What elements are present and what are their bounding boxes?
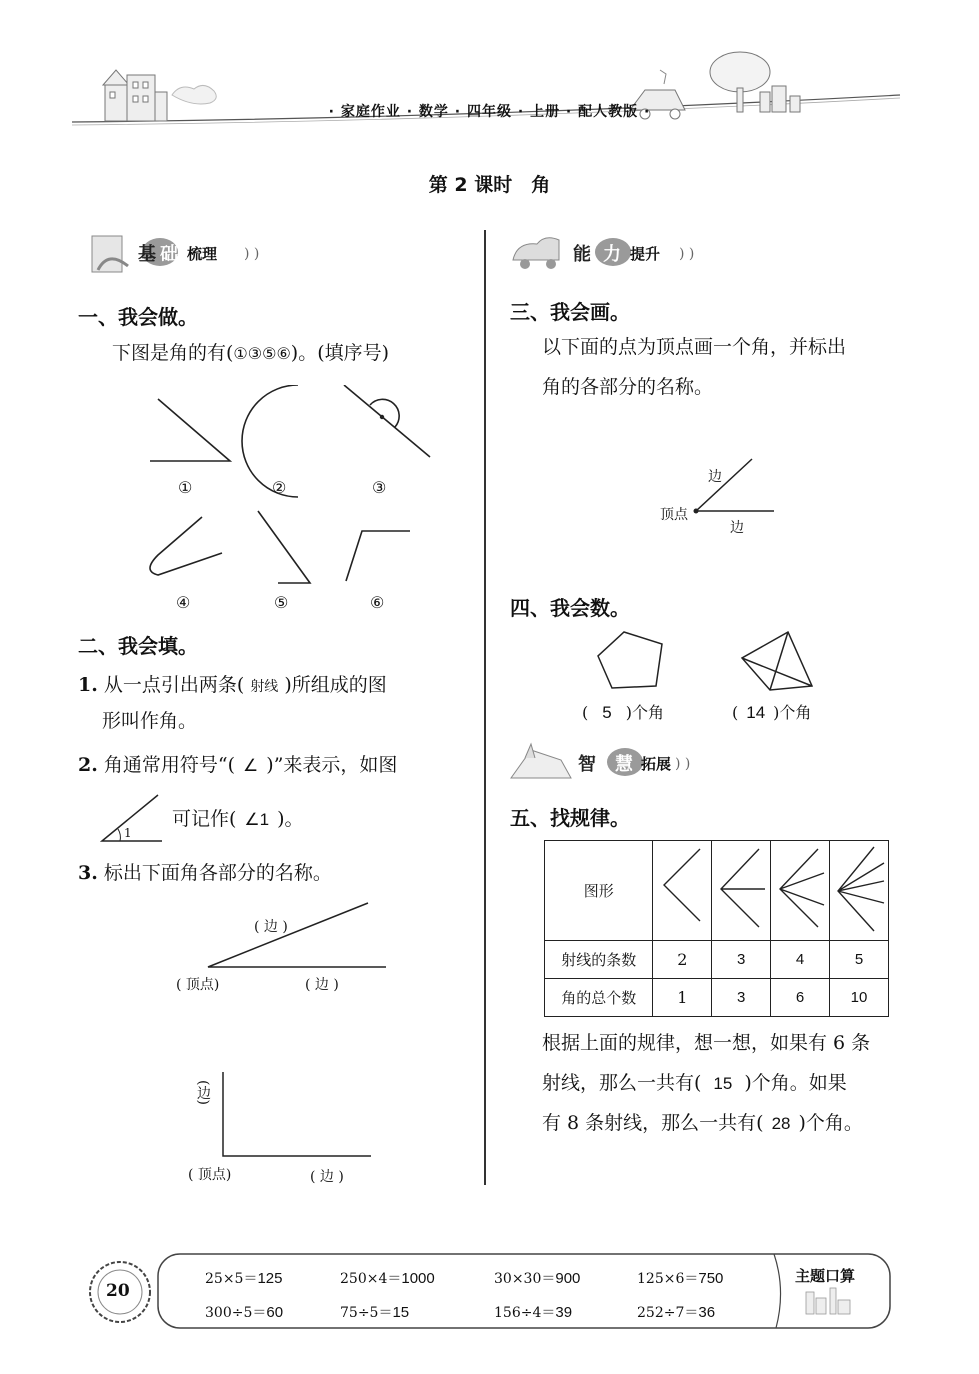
s5-shape-2 bbox=[712, 841, 771, 941]
wisdom-banner-decoration bbox=[505, 738, 705, 788]
s3-vertex: 顶点 bbox=[660, 507, 688, 523]
s1-heading: 一、我会做。 bbox=[78, 305, 198, 329]
s2-q3-figure-1 bbox=[200, 895, 390, 975]
s5-row-angles bbox=[545, 979, 889, 1017]
column-divider bbox=[484, 230, 486, 1185]
s5-table bbox=[544, 840, 889, 1017]
s2-q1-a: 从一点引出两条( bbox=[103, 674, 245, 696]
s5-p3-ans: 28 bbox=[771, 1114, 791, 1133]
s5-rays-1: 2 bbox=[653, 941, 712, 979]
s2-q2-figure bbox=[100, 793, 164, 845]
s5-p3-b: )个角。 bbox=[798, 1112, 863, 1134]
calc-5-a: 60 bbox=[266, 1304, 284, 1321]
s2-q2-a: 角通常用符号“( bbox=[103, 754, 236, 776]
s2-q2-ans: ∠ bbox=[243, 756, 259, 775]
s5-p3 bbox=[542, 1108, 863, 1139]
s2-q2-c-line bbox=[172, 804, 304, 835]
s5-row-shapes bbox=[545, 841, 889, 941]
banner-wisdom-1: 智 bbox=[578, 754, 596, 775]
calc-5-q: 300÷5＝ bbox=[205, 1305, 267, 1321]
s1-label-1: ① bbox=[178, 478, 193, 497]
s5-rays-4: 5 bbox=[830, 941, 889, 979]
s2-heading: 二、我会填。 bbox=[78, 634, 198, 658]
calc-1-q: 25×5＝ bbox=[205, 1271, 258, 1287]
s2-fig2-side-a: (边) bbox=[195, 1080, 211, 1105]
s3-line2: 角的各部分的名称。 bbox=[542, 376, 714, 398]
s1-label-4: ④ bbox=[176, 593, 191, 612]
s2-q1-c: 形叫作角。 bbox=[102, 710, 198, 732]
banner-ability-2: 力 bbox=[603, 244, 621, 265]
banner-wisdom-3: 拓展 bbox=[641, 755, 672, 773]
banner-ability-1: 能 bbox=[573, 244, 591, 265]
s1-label-6: ⑥ bbox=[370, 593, 385, 612]
banner-ability-3: 提升 bbox=[630, 245, 661, 263]
banner-basic-2: 础 bbox=[160, 244, 178, 265]
footer-label: 主题口算 bbox=[795, 1267, 856, 1285]
banner-basic-3: 梳理 bbox=[187, 245, 218, 263]
calc-7-a: 39 bbox=[555, 1304, 573, 1321]
banner-basic-1: 基 bbox=[138, 244, 156, 265]
s2-q2-num: 2. bbox=[78, 754, 98, 776]
s5-label-rays: 射线的条数 bbox=[545, 941, 653, 979]
s2-q1-ans: 射线 bbox=[250, 679, 279, 695]
calc-3 bbox=[494, 1268, 580, 1288]
s1-prompt-b: )。(填序号) bbox=[290, 342, 390, 364]
s4-a-ans: 5 bbox=[602, 703, 612, 722]
calc-6-a: 15 bbox=[392, 1304, 410, 1321]
svg-text:) ): ) ) bbox=[679, 246, 695, 262]
s5-angles-4: 10 bbox=[830, 979, 889, 1017]
s5-angles-3: 6 bbox=[771, 979, 830, 1017]
calc-4-a: 750 bbox=[698, 1270, 724, 1287]
calc-6 bbox=[340, 1302, 409, 1322]
s5-heading: 五、找规律。 bbox=[510, 806, 630, 830]
s2-q2-ans2: ∠1 bbox=[244, 810, 270, 829]
s5-rays-2: 3 bbox=[712, 941, 771, 979]
s4-a bbox=[582, 700, 664, 723]
calc-8-a: 36 bbox=[698, 1304, 716, 1321]
s5-p1: 根据上面的规律，想一想，如果有 6 条 bbox=[542, 1032, 871, 1054]
calc-1-a: 125 bbox=[257, 1270, 283, 1287]
s5-p2 bbox=[542, 1068, 847, 1099]
s5-shape-4 bbox=[830, 841, 889, 941]
calc-7-q: 156÷4＝ bbox=[494, 1305, 556, 1321]
s2-q3-figure-2 bbox=[215, 1070, 375, 1160]
s4-b bbox=[732, 700, 811, 723]
s4-a-close: )个角 bbox=[625, 703, 664, 722]
s2-q1-num: 1. bbox=[78, 674, 98, 696]
s2-q2-b: )”来表示，如图 bbox=[266, 754, 398, 776]
s2-q3 bbox=[78, 858, 332, 888]
s2-q1-b: )所组成的图 bbox=[284, 674, 387, 696]
s4-a-open: ( bbox=[582, 703, 589, 722]
s2-q2-c: 可记作( bbox=[172, 808, 237, 830]
calc-7 bbox=[494, 1302, 572, 1322]
s3-line1: 以下面的点为顶点画一个角，并标出 bbox=[542, 336, 847, 358]
basic-banner-decoration bbox=[88, 230, 268, 278]
s2-fig2-vertex: ( 顶点) bbox=[188, 1167, 232, 1183]
s2-fig1-side-b: ( 边 ) bbox=[305, 977, 339, 993]
s2-q2-fig-label: 1 bbox=[124, 826, 132, 840]
s4-figures bbox=[590, 628, 830, 694]
s2-fig2-side-b: ( 边 ) bbox=[310, 1169, 344, 1185]
svg-text:) ): ) ) bbox=[244, 246, 260, 262]
s4-b-ans: 14 bbox=[746, 703, 766, 722]
s5-p2-ans: 15 bbox=[713, 1074, 733, 1093]
calc-4-q: 125×6＝ bbox=[637, 1271, 699, 1287]
s4-b-close: )个角 bbox=[773, 703, 812, 722]
s5-row-rays bbox=[545, 941, 889, 979]
calc-2-a: 1000 bbox=[401, 1270, 435, 1287]
s2-q3-num: 3. bbox=[78, 862, 98, 884]
s1-prompt bbox=[112, 338, 389, 369]
s2-fig1-side-a: ( 边 ) bbox=[254, 919, 288, 935]
s5-p2-a: 射线，那么一共有( bbox=[542, 1072, 702, 1094]
calc-1 bbox=[205, 1268, 282, 1288]
s3-side-top: 边 bbox=[708, 469, 722, 485]
calc-5 bbox=[205, 1302, 283, 1322]
s3-side-bottom: 边 bbox=[730, 520, 744, 536]
s2-q2-d: )。 bbox=[277, 808, 304, 830]
series-title: · 家庭作业 · 数学 · 四年级 · 上册 · 配人教版 · bbox=[328, 104, 651, 120]
s1-label-2: ② bbox=[272, 478, 287, 497]
calc-6-q: 75÷5＝ bbox=[340, 1305, 393, 1321]
calc-3-q: 30×30＝ bbox=[494, 1271, 556, 1287]
s3-figure bbox=[690, 455, 780, 521]
calc-2-q: 250×4＝ bbox=[340, 1271, 402, 1287]
calc-3-a: 900 bbox=[555, 1270, 581, 1287]
s2-fig1-vertex: ( 顶点) bbox=[176, 977, 220, 993]
calc-8-q: 252÷7＝ bbox=[637, 1305, 699, 1321]
page-number: 20 bbox=[106, 1281, 130, 1301]
s1-answer: ①③⑤⑥ bbox=[233, 344, 291, 363]
calc-2 bbox=[340, 1268, 435, 1288]
s5-p3-a: 有 8 条射线，那么一共有( bbox=[542, 1112, 764, 1134]
s5-angles-1: 1 bbox=[653, 979, 712, 1017]
s5-label-angles: 角的总个数 bbox=[545, 979, 653, 1017]
s5-rays-3: 4 bbox=[771, 941, 830, 979]
calc-8 bbox=[637, 1302, 715, 1322]
s1-label-3: ③ bbox=[372, 478, 387, 497]
page-title: 第 2 课时 角 bbox=[428, 174, 551, 196]
svg-text:) ): ) ) bbox=[675, 756, 691, 772]
s4-b-open: ( bbox=[732, 703, 739, 722]
s2-q2 bbox=[78, 750, 397, 781]
s3-heading: 三、我会画。 bbox=[510, 300, 630, 324]
s5-label-shape: 图形 bbox=[545, 841, 653, 941]
s5-shape-3 bbox=[771, 841, 830, 941]
s5-shape-1 bbox=[653, 841, 712, 941]
s2-q3-text: 标出下面角各部分的名称。 bbox=[103, 862, 332, 884]
s1-label-5: ⑤ bbox=[274, 593, 289, 612]
calc-4 bbox=[637, 1268, 723, 1288]
s2-q1 bbox=[78, 670, 387, 702]
banner-wisdom-2: 慧 bbox=[615, 754, 633, 775]
s5-p2-b: )个角。如果 bbox=[744, 1072, 847, 1094]
s1-prompt-a: 下图是角的有( bbox=[112, 342, 234, 364]
s4-heading: 四、我会数。 bbox=[510, 596, 630, 620]
s5-angles-2: 3 bbox=[712, 979, 771, 1017]
